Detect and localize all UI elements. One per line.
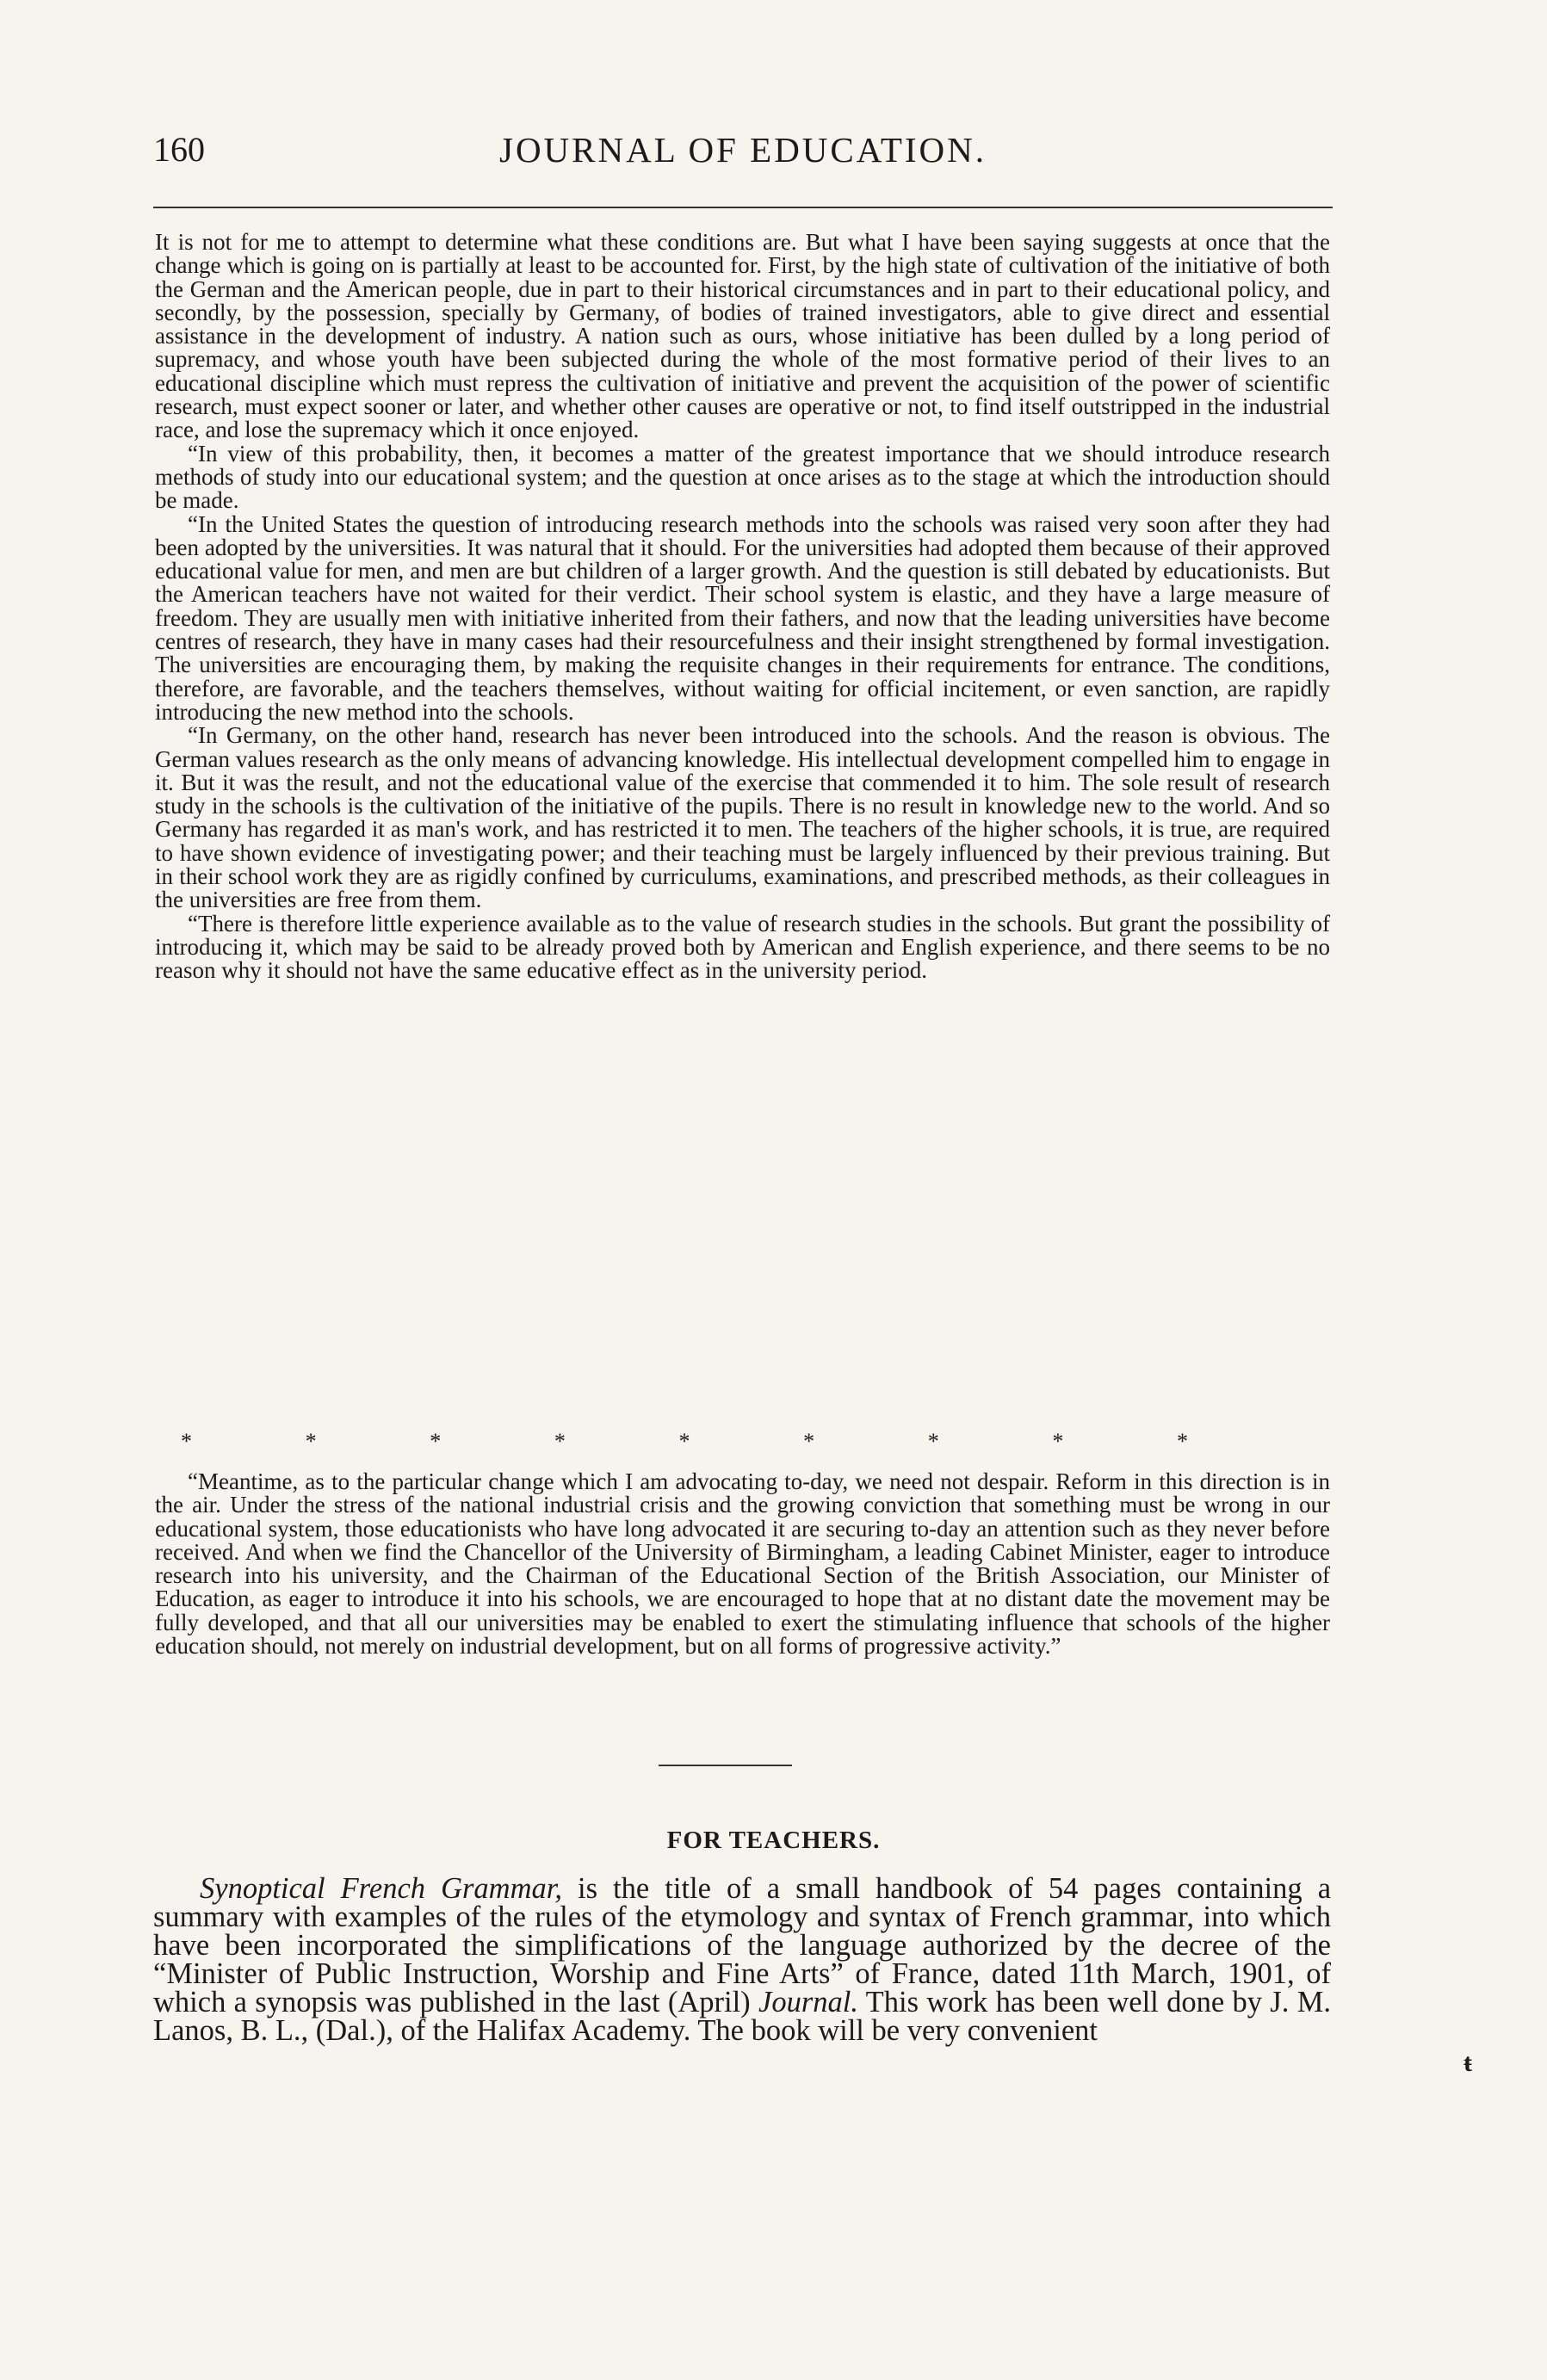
asterisk: * <box>927 1429 939 1454</box>
paragraph: “In the United States the question of introducing research methods into the schools was raised very soon after they had been adopted by the universities. It was natural that it should. For the universities had adopted them because of their approved educational value for men, and men are but children of a larger growth. And the question is still debated by educationists. But the American teachers have not waited for their verdict. Their school system is elastic, and they have a large measure of freedom. They are usually men with initiative inherited from their fathers, and now that the leading universities have become centres of research, they have in many cases had their resourcefulness and their insight strengthened by formal investigation. The universities are encouraging them, by making the requisite changes in their requirements for entrance. The conditions, therefore, are favorable, and the teachers themselves, without waiting for official incitement, or even sanction, are rapidly introducing the new method into the schools. <box>155 510 1330 725</box>
asterisk: * <box>678 1429 690 1454</box>
asterisk: * <box>554 1429 566 1454</box>
notice-text: This work has been well done by J. M. Lanos, B. L., (Dal.), of the Halifax Academy. The book will be very convenient <box>153 1986 1331 2047</box>
paragraph: It is not for me to attempt to determine what these conditions are. But what I have been saying suggests at once that the change which is going on is partially at least to be accounted for. First, by the high state of cultivation of the initiative of both the German and the American people, due in part to their historical circumstances and in part to their educational policy, and secondly, by the possession, specially by Germany, of bodies of trained investigators, able to give direct and essential assistance in the development of industry. A nation such as ours, whose initiative has been dulled by a long period of supremacy, and whose youth have been subjected during the whole of the most formative period of their lives to an educational discipline which must repress the cultivation of initiative and prevent the acquisition of the power of scientific research, must expect sooner or later, and whether other causes are operative or not, to find itself outstripped in the industrial race, and lose the supremacy which it once enjoyed. <box>155 229 1330 443</box>
section-heading: FOR TEACHERS. <box>666 1827 881 1854</box>
paragraph: “There is therefore little experience available as to the value of research studies in the schools. But grant the possibility of introducing it, which may be said to be already proved both by American and English experience, and there seems to be no reason why it should not have the same educative effect as in the university period. <box>155 910 1330 984</box>
section-divider <box>659 1765 792 1766</box>
paragraph: “In view of this probability, then, it becomes a matter of the greatest importance that we should introduce research methods of study into our educational system; and the question at once arises as to the stage at which the introduction should be made. <box>155 440 1330 514</box>
asterisk: * <box>305 1429 317 1454</box>
asterisk: * <box>1052 1429 1064 1454</box>
asterisk: * <box>1177 1429 1188 1454</box>
book-title: Synoptical French Grammar, <box>200 1872 562 1905</box>
paragraph: “Meantime, as to the particular change which I am advocating to-day, we need not despair. Reform in this direction is in the air. Under the stress of the national industrial crisis and the growing conviction that something must be wrong in our educational system, those educationists who have long advocated it are securing to-day an attention such as they never before received. And when we find the Chancellor of the University of Birmingham, a leading Cabinet Minister, eager to introduce research into his university, and the Chairman of the Educational Section of the British Association, our Minister of Education, as eager to introduce it into his schools, we are encouraged to hope that at no distant date the movement may be fully developed, and that all our universities may be enabled to exert the stimulating influence that schools of the higher education should, not merely on industrial development, but on all forms of progressive activity.” <box>155 1468 1330 1660</box>
notice-paragraph <box>153 1872 1332 2047</box>
margin-mark: ŧ <box>1463 2049 1472 2077</box>
journal-reference: Journal. <box>758 1986 858 2018</box>
page-header <box>153 129 1333 181</box>
asterisk: * <box>181 1429 192 1454</box>
book-notice <box>153 1872 1332 2047</box>
page-number: 160 <box>153 130 205 169</box>
header-rule <box>153 207 1333 208</box>
asterisk: * <box>430 1429 442 1454</box>
notice-text: is the title of a small handbook of 54 pages containing a summary with examples of the rules of the etymology and syntax of French grammar, into which have been incorporated the simplifications of the language authorized by the decree of the “Minister of Public Instruction, Worship and Fine Arts” of France, dated 11th March, 1901, of which a synopsis was published in the last (April) <box>153 1872 1332 2018</box>
running-title: JOURNAL OF EDUCATION. <box>498 130 987 170</box>
asterisk: * <box>803 1429 815 1454</box>
paragraph: “In Germany, on the other hand, research has never been introduced into the schools. And the reason is obvious. The German values research as the only means of advancing knowledge. His intellectual development compelled him to engage in it. But it was the result, and not the educational value of the exercise that commended it to him. The sole result of research study in the schools is the cultivation of the initiative of the pupils. There is no result in knowledge new to the world. And so Germany has regarded it as man's work, and has restricted it to men. The teachers of the higher schools, it is true, are required to have shown evidence of investigating power; and their teaching must be largely influenced by their previous training. But in their school work they are as rigidly confined by curriculums, examinations, and prescribed methods, as their colleagues in the universities are free from them. <box>155 722 1330 913</box>
article-body <box>155 231 1330 983</box>
article-conclusion <box>155 1470 1330 1658</box>
asterisk-separator <box>155 1429 1188 1455</box>
